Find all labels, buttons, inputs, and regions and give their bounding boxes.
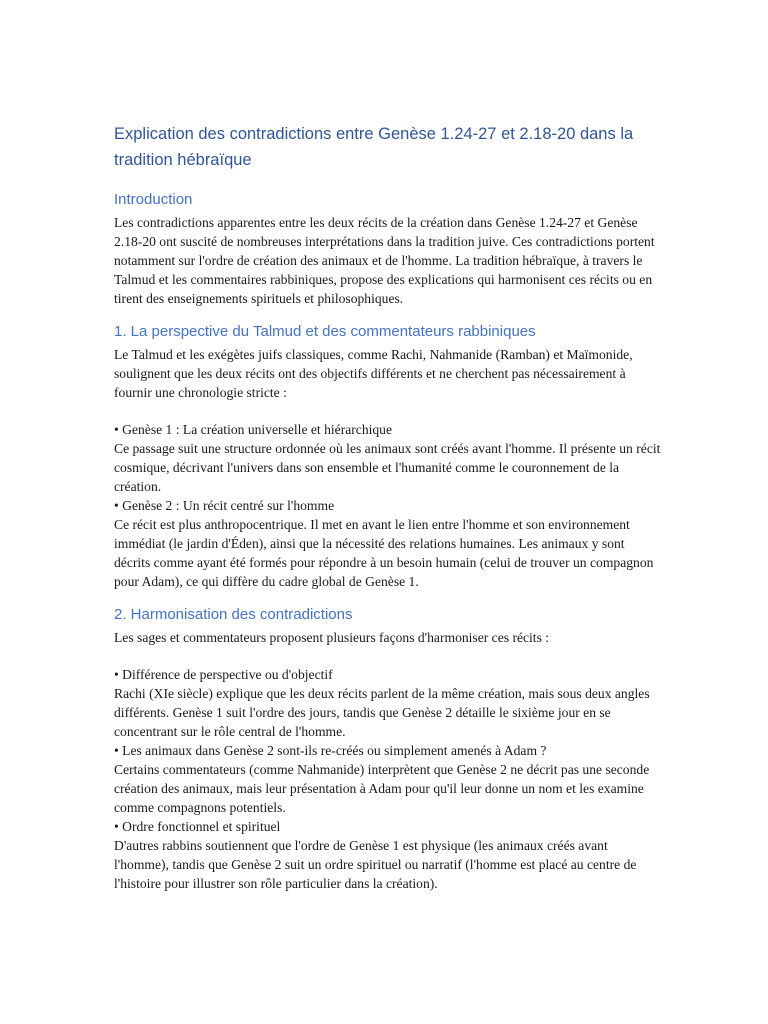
section-1-bullet-2-text: Ce récit est plus anthropocentrique. Il met en avant le lien entre l'homme et son environnement immédiat (le jardin d'Éden), ainsi que la nécessité des relations humaines. Les animaux y sont décrits comme ayant été formés pour répondre à un besoin humain (celui de trouver un compagnon pour Adam), ce qui diffère du cadre global de Genèse 1. [114,517,654,589]
section-2-bullet-2-text: Certains commentateurs (comme Nahmanide) interprètent que Genèse 2 ne décrit pas une seconde création des animaux, mais leur présentation à Adam pour qu'il leur donne un nom et les examine comme compagnons potentiels. [114,762,650,815]
section-2-bullet-2-title: • Les animaux dans Genèse 2 sont-ils re-créés ou simplement amenés à Adam ? [114,743,547,758]
introduction-heading: Introduction [114,191,193,208]
introduction-paragraph: Les contradictions apparentes entre les deux récits de la création dans Genèse 1.24-27 et Genèse 2.18-20 ont suscité de nombreuses interprétations dans la tradition juive. Ces contradictions portent notamment sur l'ordre de création des animaux et de l'homme. La tradition hébraïque, à travers le Talmud et les commentaires rabbiniques, propose des explications qui harmonisent ces récits ou en tirent des enseignements spirituels et philosophiques. [114,215,655,306]
section-2-bullet-1-text: Rachi (XIe siècle) explique que les deux récits parlent de la même création, mais sous deux angles différents. Genèse 1 suit l'ordre des jours, tandis que Genèse 2 détaille le sixième jour en se concentrant sur le rôle central de l'homme. [114,686,650,739]
section-2-bullet-3-title: • Ordre fonctionnel et spirituel [114,819,281,834]
document-page [114,121,662,893]
section-1-heading: 1. La perspective du Talmud et des commentateurs rabbiniques [114,323,536,340]
section-1-bullet-1-text: Ce passage suit une structure ordonnée où les animaux sont créés avant l'homme. Il présente un récit cosmique, décrivant l'univers dans son ensemble et l'humanité comme le couronnement de la création. [114,441,661,494]
section-2-intro: Les sages et commentateurs proposent plusieurs façons d'harmoniser ces récits : [114,630,550,645]
section-2-bullet-1-title: • Différence de perspective ou d'objectif [114,667,333,682]
document-title: Explication des contradictions entre Genèse 1.24-27 et 2.18-20 dans la tradition hébraïque [114,125,634,169]
section-1-bullet-1-title: • Genèse 1 : La création universelle et hiérarchique [114,422,393,437]
section-1-bullet-2-title: • Genèse 2 : Un récit centré sur l'homme [114,498,335,513]
section-1-intro: Le Talmud et les exégètes juifs classiques, comme Rachi, Nahmanide (Ramban) et Maïmonide, soulignent que les deux récits ont des objectifs différents et ne cherchent pas nécessairement à fournir une chronologie stricte : [114,347,633,400]
section-2-bullet-3-text: D'autres rabbins soutiennent que l'ordre de Genèse 1 est physique (les animaux créés avant l'homme), tandis que Genèse 2 suit un ordre spirituel ou narratif (l'homme est placé au centre de l'histoire pour illustrer son rôle particulier dans la création). [114,838,637,891]
section-2-heading: 2. Harmonisation des contradictions [114,606,353,623]
